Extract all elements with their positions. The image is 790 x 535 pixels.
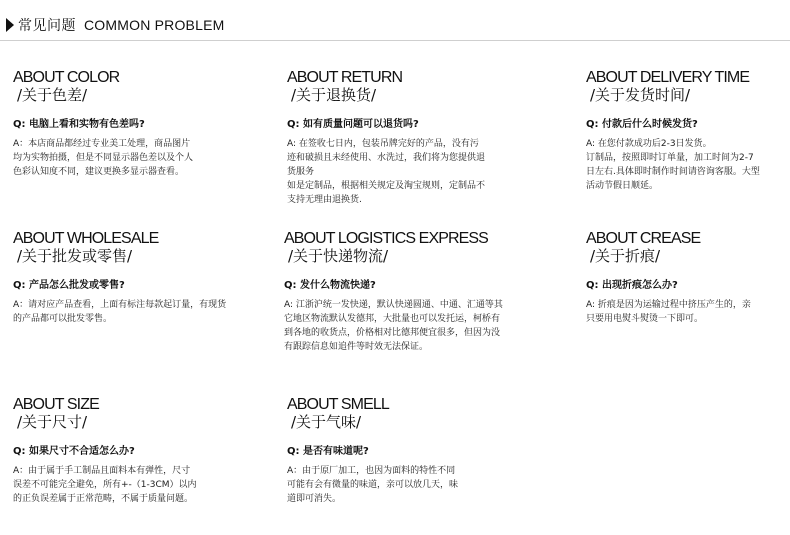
faq-question: Q: 如果尺寸不合适怎么办? [13,446,135,457]
answer-line: 只要用电熨斗熨烫一下即可。 [586,314,704,324]
faq-answer [13,298,226,326]
answer-line: 到各地的收货点，价格相对比德邦便宜很多，但因为没 [284,328,501,338]
faq-title-en: ABOUT SIZE [13,396,99,413]
faq-question: Q: 付款后什么时候发货? [586,119,698,130]
faq-answer [13,464,197,506]
faq-title-en: ABOUT CREASE [586,230,701,247]
answer-line: 均为实物拍摄，但是不同显示器色差以及个人 [13,153,194,163]
answer-line: 支持无理由退换货. [287,195,362,205]
faq-title-en: ABOUT COLOR [13,69,120,86]
faq-wholesale [13,230,226,326]
faq-title-en: ABOUT DELIVERY TIME [586,69,750,86]
answer-line: A: 在签收七日内，包装吊牌完好的产品，没有污 [287,139,479,149]
faq-smell [287,396,458,506]
answer-line: 迹和破损且未经使用、水洗过，我们将为您提供退 [287,153,486,163]
section-header [6,14,224,36]
faq-title-cn: /关于批发或零售/ [17,247,133,265]
faq-question: Q: 发什么物流快递? [284,280,376,291]
faq-title-cn: /关于折痕/ [590,247,661,265]
answer-line: A：请对应产品查看，上面有标注每款起订量，有现货 [13,300,227,310]
answer-line: 道即可消失。 [287,494,342,504]
faq-color [13,69,193,179]
faq-title-cn: /关于色差/ [17,86,88,104]
faq-title-cn: /关于气味/ [291,413,362,431]
answer-line: A：由于原厂加工，也因为面料的特性不同 [287,466,456,476]
header-title-en: COMMON PROBLEM [84,17,225,33]
answer-line: 它地区物流默认发德邦，大批量也可以发托运，柯桥有 [284,314,501,324]
answer-line: 的产品都可以批发零售。 [13,314,113,324]
answer-line: 可能有会有微量的味道，亲可以放几天，味 [287,480,459,490]
faq-size [13,396,197,506]
faq-title-cn: /关于退换货/ [291,86,377,104]
answer-line: 有跟踪信息如追件等时效无法保证。 [284,342,429,352]
faq-title-cn: /关于发货时间/ [590,86,691,104]
faq-answer [586,137,760,193]
answer-line: 的正负误差属于正常范畴，不属于质量问题。 [13,494,194,504]
faq-question: Q: 电脑上看和实物有色差吗? [13,119,145,130]
answer-line: A: 在您付款成功后2-3日发货。 [586,139,712,149]
answer-line: 色彩认知度不同，建议更换多显示器查看。 [13,167,185,177]
answer-line: A: 折痕是因为运输过程中挤压产生的，亲 [586,300,751,310]
answer-line: 如是定制品，根据相关规定及淘宝规则，定制品不 [287,181,486,191]
faq-crease [586,230,751,326]
answer-line: A：由于属于手工制品且面料本有弹性，尺寸 [13,466,191,476]
faq-answer [287,137,485,207]
faq-title-en: ABOUT RETURN [287,69,403,86]
faq-delivery-time [586,69,760,193]
answer-line: 订制品，按照即时订单量，加工时间为2-7 [586,153,754,163]
faq-question: Q: 产品怎么批发或零售? [13,280,125,291]
faq-answer [13,137,193,179]
faq-answer [586,298,751,326]
answer-line: 误差不可能完全避免，所有+-（1-3CM）以内 [13,480,197,490]
answer-line: 活动节假日顺延。 [586,181,659,191]
faq-logistics-express [284,230,503,354]
triangle-right-icon [6,18,14,32]
faq-title-cn: /关于快递物流/ [288,247,389,265]
answer-line: 货服务 [287,167,315,177]
faq-answer [287,464,458,506]
answer-line: A: 江浙沪统一发快递，默认快递圆通、中通、汇通等其 [284,300,503,310]
answer-line: A：本店商品都经过专业美工处理，商品图片 [13,139,191,149]
faq-question: Q: 如有质量问题可以退货吗? [287,119,419,130]
faq-title-en: ABOUT SMELL [287,396,389,413]
header-divider [0,40,790,41]
faq-title-en: ABOUT LOGISTICS EXPRESS [284,230,488,247]
faq-answer [284,298,503,354]
faq-title-en: ABOUT WHOLESALE [13,230,159,247]
faq-question: Q: 出现折痕怎么办? [586,280,678,291]
header-title-cn: 常见问题 [18,18,76,34]
faq-title-cn: /关于尺寸/ [17,413,88,431]
faq-return [287,69,485,207]
faq-question: Q: 是否有味道呢? [287,446,369,457]
answer-line: 日左右.具体即时制作时间请咨询客服。大型 [586,167,760,177]
